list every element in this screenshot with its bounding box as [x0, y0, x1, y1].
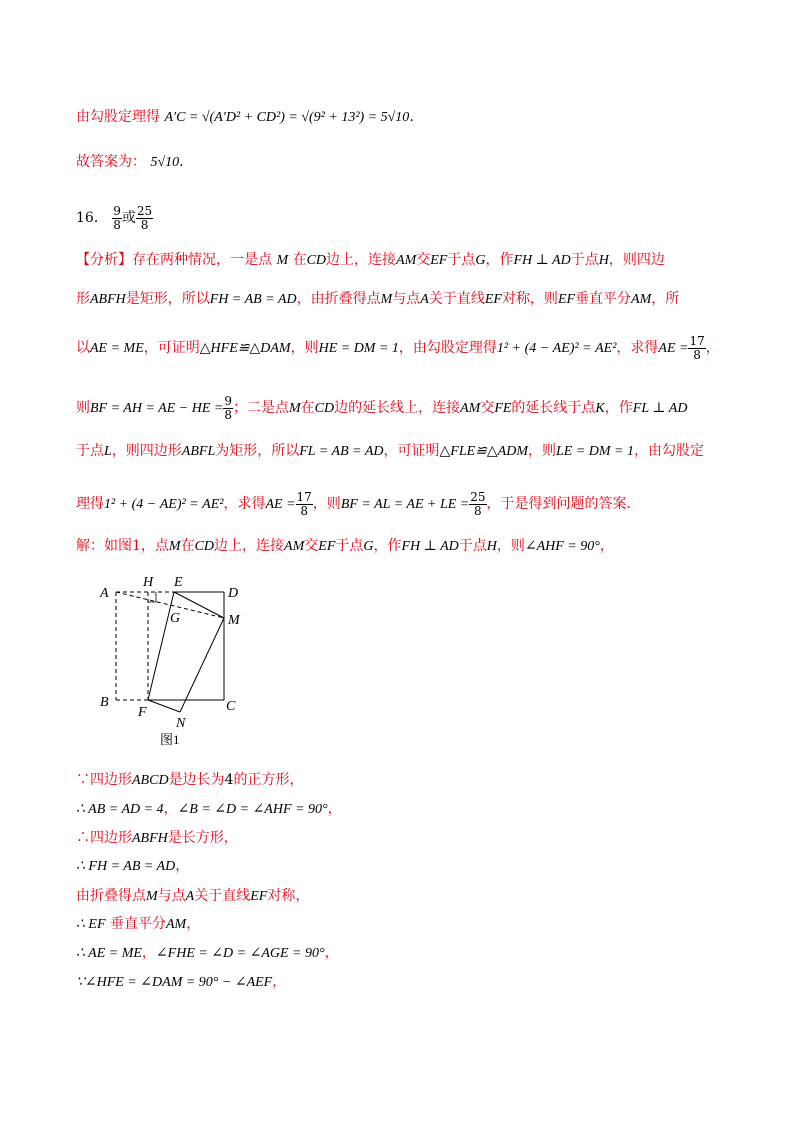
text: 由勾股定理得 — [76, 109, 160, 125]
question-16-answer: 16． $\frac{9}{8}$ 或 $\frac{25}{8}$ — [76, 203, 153, 232]
label-b: B — [100, 695, 109, 710]
proof-line-8: ∵∠HFE = ∠DAM = 90° − ∠AEF， — [76, 974, 287, 990]
segment-ef — [148, 592, 174, 700]
label-h: H — [143, 575, 154, 590]
analysis-line-3: 以AE = ME，可证明△HFE≌△DAM，则HE = DM = 1，由勾股定理得1² + (4 − AE)² = AE²，求得AE = $\frac{17}{8}$ ， — [76, 333, 720, 362]
segment-nf — [148, 700, 180, 712]
label-n: N — [176, 716, 186, 731]
line-pythagoras: 由勾股定理得 A′C = √(A′D² + CD²) = √(9² + 13²) = 5√10. — [76, 109, 414, 125]
fraction: $\frac{9}{8}$ — [113, 203, 121, 232]
analysis-line-1: 【分析】存在两种情况，一是点 M 在CD边上，连接AM交EF于点G，作FH ⊥ AD于点H，则四边 — [76, 252, 665, 268]
label-f: F — [138, 705, 147, 720]
proof-line-4: ∴ FH = AB = AD， — [76, 858, 190, 874]
fraction: $\frac{25}{8}$ — [136, 203, 153, 232]
fraction: $\frac{17}{8}$ — [296, 489, 312, 518]
solution-line-1: 解：如图1，点M在CD边上，连接AM交EF于点G，作FH ⊥ AD于点H，则∠AHF = 90°， — [76, 538, 614, 554]
fraction: $\frac{25}{8}$ — [470, 489, 486, 518]
proof-line-2: ∴ AB = AD = 4，∠B = ∠D = ∠AHF = 90°， — [76, 801, 342, 817]
label-g: G — [170, 611, 181, 626]
text: 故答案为： — [76, 154, 146, 170]
proof-line-6: ∴ EF 垂直平分AM， — [76, 916, 201, 932]
fraction: $\frac{9}{8}$ — [224, 393, 232, 422]
proof-line-3: ∴四边形ABFH是长方形， — [76, 830, 238, 846]
label-d: D — [228, 586, 239, 601]
formula: 5√10 — [150, 155, 180, 170]
analysis-line-6: 理得1² + (4 − AE)² = AE²，求得AE = $\frac{17}{8}$ ，则BF = AL = AE + LE = $\frac{25}{8}$ ，于是得到问题的答案. — [76, 489, 631, 518]
segment-em — [174, 592, 224, 618]
fraction: $\frac{17}{8}$ — [689, 333, 705, 362]
proof-line-1: ∵四边形ABCD是边长为4的正方形， — [76, 772, 304, 788]
geometry-figure-1 — [90, 570, 260, 750]
line-answer: 故答案为： 5√10. — [76, 154, 184, 170]
figure-caption: 图1 — [160, 732, 180, 747]
label-a: A — [100, 586, 109, 601]
label-e: E — [174, 575, 183, 590]
analysis-line-4: 则BF = AH = AE − HE = $\frac{9}{8}$ ；二是点M在CD边的延长线上，连接AM交FE的延长线于点K，作FL ⊥ AD — [76, 393, 688, 422]
label-c: C — [226, 699, 236, 714]
question-number: 16． — [76, 210, 108, 226]
analysis-line-5: 于点L，则四边形ABFL为矩形，所以FL = AB = AD，可证明△FLE≌△ADM，则LE = DM = 1，由勾股定 — [76, 443, 704, 459]
formula: A′C = √(A′D² + CD²) = √(9² + 13²) = 5√10 — [164, 110, 410, 125]
proof-line-5: 由折叠得点M与点A关于直线EF对称， — [76, 888, 310, 904]
proof-line-7: ∴ AE = ME，∠FHE = ∠D = ∠AGE = 90°， — [76, 945, 339, 961]
label-m: M — [228, 613, 240, 628]
segment-mn — [180, 618, 224, 712]
analysis-line-2: 形ABFH是矩形，所以FH = AB = AD，由折叠得点M与点A关于直线EF对称，则EF垂直平分AM，所 — [76, 291, 680, 307]
